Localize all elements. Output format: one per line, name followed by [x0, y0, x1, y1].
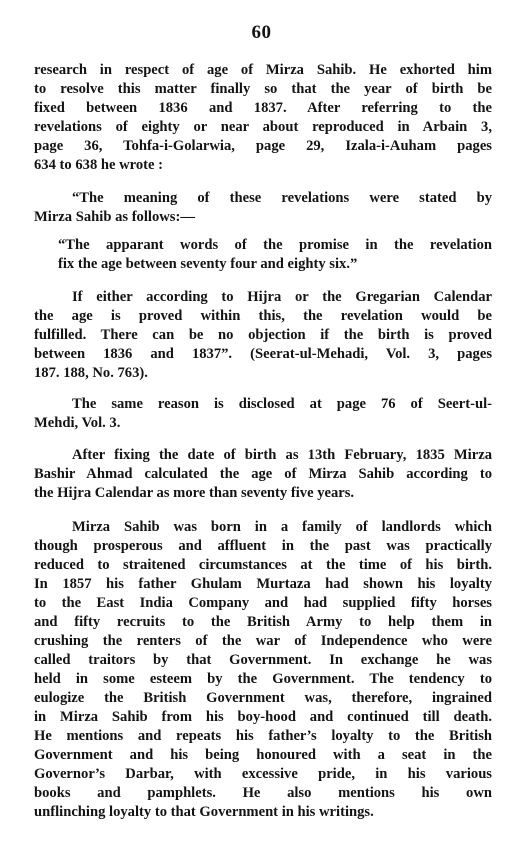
text-line: Government and his being honoured with a seat in the	[34, 747, 492, 763]
text-line: and fifty recruits to the British Army to help them in	[34, 614, 492, 630]
text-line: between 1836 and 1837”. (Seerat-ul-Mehadi, Vol. 3, pages	[34, 346, 492, 362]
text-line: in Mirza Sahib from his boy-hood and continued till death.	[34, 709, 492, 725]
text-line: reduced to straitened circumstances at the time of his birth.	[34, 557, 492, 573]
text-line: “The meaning of these revelations were stated by	[72, 190, 492, 206]
text-line: Mirza Sahib was born in a family of landlords which	[72, 519, 492, 535]
paragraph-research	[34, 61, 492, 175]
text-line: Governor’s Darbar, with excessive pride, in his various	[34, 766, 492, 782]
text-line: 187. 188, No. 763).	[34, 365, 148, 381]
paragraph-family-background	[34, 518, 492, 822]
page-number: 60	[251, 22, 272, 43]
text-line: research in respect of age of Mirza Sahib. He exhorted him	[34, 62, 492, 78]
text-line: revelations of eighty or near about reproduced in Arbain 3,	[34, 119, 492, 135]
text-line: held in some esteem by the Government. The tendency to	[34, 671, 492, 687]
text-line: to the East India Company and had supplied fifty horses	[34, 595, 492, 611]
text-line: fixed between 1836 and 1837. After referring to the	[34, 100, 492, 116]
paragraph-date-of-birth	[34, 446, 492, 503]
text-line: the age is proved within this, the revelation would be	[34, 308, 492, 324]
text-line: The same reason is disclosed at page 76 of Seert-ul-	[72, 396, 492, 412]
text-line: unflinching loyalty to that Government in his writings.	[34, 804, 374, 820]
text-line: fix the age between seventy four and eighty six.”	[58, 256, 358, 272]
text-line: though prosperous and affluent in the past was practically	[34, 538, 492, 554]
text-line: to resolve this matter finally so that the year of birth be	[34, 81, 492, 97]
text-line: crushing the renters of the war of Independence who were	[34, 633, 492, 649]
paragraph-same-reason	[34, 395, 492, 433]
text-line: If either according to Hijra or the Gregarian Calendar	[72, 289, 492, 305]
paragraph-meaning-quote	[34, 189, 492, 227]
block-quote-revelation	[46, 236, 492, 274]
text-line: books and pamphlets. He also mentions his own	[34, 785, 492, 801]
text-line: 634 to 638 he wrote :	[34, 157, 164, 173]
text-line: fulfilled. There can be no objection if the birth is proved	[34, 327, 492, 343]
paragraph-hijra-calendar	[34, 288, 492, 383]
text-line: Mirza Sahib as follows:—	[34, 209, 195, 225]
text-line: He mentions and repeats his father’s loyalty to the British	[34, 728, 492, 744]
text-line: eulogize the British Government was, therefore, ingrained	[34, 690, 492, 706]
text-line: In 1857 his father Ghulam Murtaza had shown his loyalty	[34, 576, 492, 592]
text-line: the Hijra Calendar as more than seventy five years.	[34, 485, 355, 501]
text-line: page 36, Tohfa-i-Golarwia, page 29, Izala-i-Auham pages	[34, 138, 492, 154]
text-line: called traitors by that Government. In exchange he was	[34, 652, 492, 668]
text-line: After fixing the date of birth as 13th February, 1835 Mirza	[72, 447, 492, 463]
text-line: “The apparant words of the promise in the revelation	[58, 237, 492, 253]
text-line: Bashir Ahmad calculated the age of Mirza Sahib according to	[34, 466, 492, 482]
text-line: Mehdi, Vol. 3.	[34, 415, 121, 431]
